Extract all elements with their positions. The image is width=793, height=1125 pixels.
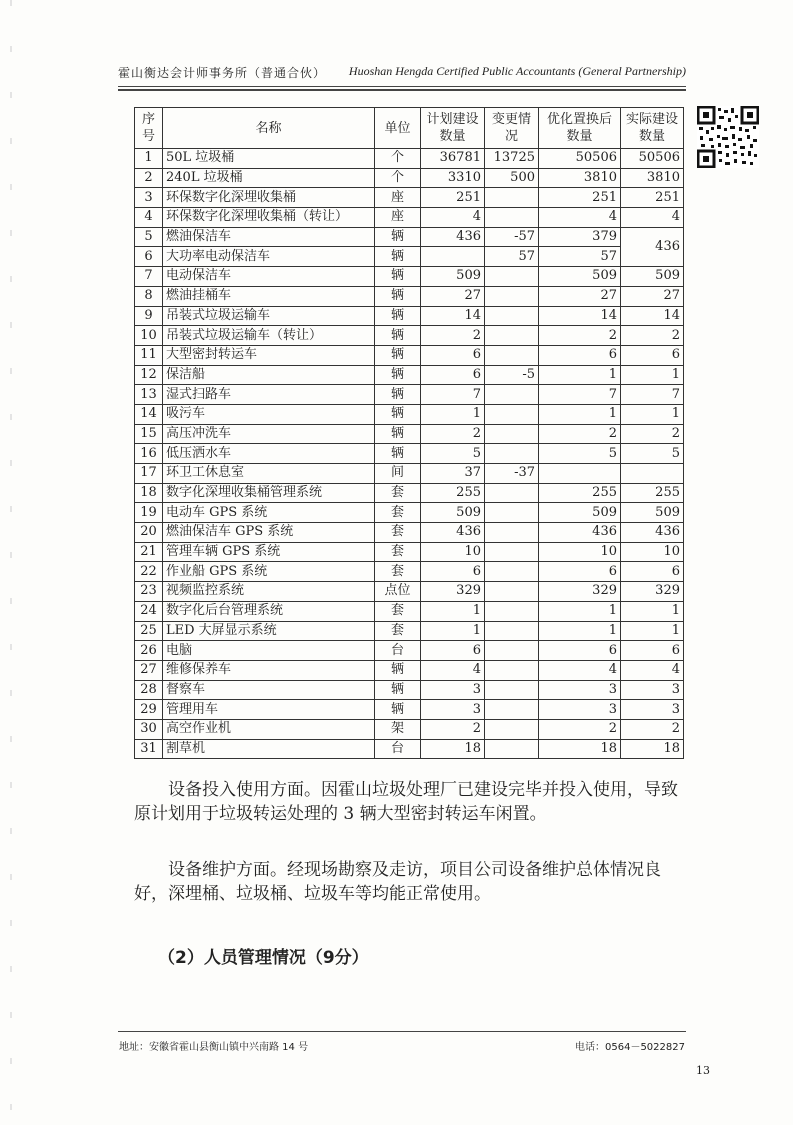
table-row (135, 621, 684, 641)
row-name: 燃油保洁车 GPS 系统 (163, 523, 375, 543)
row-optimized: 1 (539, 404, 621, 424)
row-unit: 辆 (375, 365, 421, 385)
row-unit: 辆 (375, 700, 421, 720)
row-index: 11 (135, 345, 163, 365)
row-optimized: 1 (539, 365, 621, 385)
row-unit: 辆 (375, 345, 421, 365)
row-change (485, 326, 539, 346)
row-name: 维修保养车 (163, 660, 375, 680)
row-index: 8 (135, 286, 163, 306)
row-unit: 套 (375, 523, 421, 543)
row-unit: 辆 (375, 424, 421, 444)
row-change: -37 (485, 464, 539, 484)
header-rule-thick (118, 89, 686, 91)
row-unit: 套 (375, 542, 421, 562)
row-index: 10 (135, 326, 163, 346)
row-optimized: 2 (539, 326, 621, 346)
row-unit: 间 (375, 464, 421, 484)
row-index: 27 (135, 660, 163, 680)
row-change (485, 306, 539, 326)
row-name: 电动保洁车 (163, 267, 375, 287)
footer-address: 地址：安徽省霍山县衡山镇中兴南路 14 号 (119, 1042, 309, 1053)
row-actual: 6 (621, 562, 684, 582)
row-name: 管理用车 (163, 700, 375, 720)
row-unit: 台 (375, 739, 421, 759)
row-change: -57 (485, 227, 539, 247)
row-planned: 436 (421, 523, 485, 543)
row-actual: 4 (621, 660, 684, 680)
row-name: 50L 垃圾桶 (163, 149, 375, 169)
row-actual: 27 (621, 286, 684, 306)
row-actual: 3 (621, 680, 684, 700)
row-change (485, 601, 539, 621)
row-unit: 辆 (375, 680, 421, 700)
row-actual: 4 (621, 208, 684, 228)
row-planned: 37 (421, 464, 485, 484)
row-actual: 1 (621, 601, 684, 621)
row-optimized: 255 (539, 483, 621, 503)
row-optimized: 1 (539, 601, 621, 621)
row-change (485, 621, 539, 641)
table-row (135, 523, 684, 543)
row-name: 240L 垃圾桶 (163, 168, 375, 188)
row-actual: 18 (621, 739, 684, 759)
header-optimized: 优化置换后数量 (539, 108, 621, 149)
row-change (485, 680, 539, 700)
row-name: 湿式扫路车 (163, 385, 375, 405)
row-actual: 2 (621, 424, 684, 444)
row-optimized: 379 (539, 227, 621, 247)
row-planned: 4 (421, 660, 485, 680)
table-row (135, 582, 684, 602)
row-name: 数字化深埋收集桶管理系统 (163, 483, 375, 503)
row-name: 管理车辆 GPS 系统 (163, 542, 375, 562)
row-index: 2 (135, 168, 163, 188)
row-planned: 27 (421, 286, 485, 306)
header-change: 变更情况 (485, 108, 539, 149)
row-index: 28 (135, 680, 163, 700)
table-header-row (135, 108, 684, 149)
table-row (135, 227, 684, 247)
row-planned: 7 (421, 385, 485, 405)
row-name: 电脑 (163, 641, 375, 661)
row-actual: 1 (621, 404, 684, 424)
row-optimized: 27 (539, 286, 621, 306)
row-planned: 436 (421, 227, 485, 247)
firm-name-cn: 霍山衡达会计师事务所（普通合伙） (118, 66, 327, 80)
row-actual: 509 (621, 503, 684, 523)
row-planned: 509 (421, 267, 485, 287)
row-planned: 2 (421, 719, 485, 739)
row-actual: 7 (621, 385, 684, 405)
row-name: 吊装式垃圾运输车（转让） (163, 326, 375, 346)
row-name: 低压洒水车 (163, 444, 375, 464)
row-optimized: 7 (539, 385, 621, 405)
row-unit: 辆 (375, 660, 421, 680)
row-change (485, 267, 539, 287)
section-heading: （2）人员管理情况（9分） (158, 948, 369, 968)
row-unit: 点位 (375, 582, 421, 602)
table-row (135, 286, 684, 306)
row-change: 13725 (485, 149, 539, 169)
row-name: 保洁船 (163, 365, 375, 385)
row-unit: 辆 (375, 267, 421, 287)
row-optimized: 329 (539, 582, 621, 602)
row-optimized: 14 (539, 306, 621, 326)
row-name: 吸污车 (163, 404, 375, 424)
row-unit: 架 (375, 719, 421, 739)
row-name: 作业船 GPS 系统 (163, 562, 375, 582)
table-row (135, 424, 684, 444)
row-index: 15 (135, 424, 163, 444)
equipment-table (134, 107, 684, 759)
row-actual: 6 (621, 641, 684, 661)
row-index: 16 (135, 444, 163, 464)
row-actual: 2 (621, 719, 684, 739)
row-planned: 6 (421, 345, 485, 365)
row-optimized: 2 (539, 424, 621, 444)
row-unit: 套 (375, 483, 421, 503)
row-name: LED 大屏显示系统 (163, 621, 375, 641)
row-planned: 6 (421, 562, 485, 582)
row-index: 31 (135, 739, 163, 759)
row-optimized: 436 (539, 523, 621, 543)
row-actual: 251 (621, 188, 684, 208)
row-index: 9 (135, 306, 163, 326)
row-index: 14 (135, 404, 163, 424)
row-planned: 4 (421, 208, 485, 228)
row-actual: 1 (621, 365, 684, 385)
row-planned: 255 (421, 483, 485, 503)
row-optimized: 509 (539, 267, 621, 287)
row-unit: 辆 (375, 306, 421, 326)
row-unit: 座 (375, 208, 421, 228)
table-row (135, 464, 684, 484)
table-row (135, 149, 684, 169)
row-actual: 1 (621, 621, 684, 641)
row-unit: 套 (375, 562, 421, 582)
row-planned: 251 (421, 188, 485, 208)
header-index: 序号 (135, 108, 163, 149)
row-unit: 辆 (375, 385, 421, 405)
row-actual: 436 (621, 523, 684, 543)
table-row (135, 660, 684, 680)
row-name: 数字化后台管理系统 (163, 601, 375, 621)
row-optimized: 6 (539, 641, 621, 661)
row-unit: 辆 (375, 444, 421, 464)
row-index: 20 (135, 523, 163, 543)
row-planned: 14 (421, 306, 485, 326)
table-row (135, 444, 684, 464)
row-optimized: 6 (539, 562, 621, 582)
row-optimized: 2 (539, 719, 621, 739)
row-index: 23 (135, 582, 163, 602)
row-change (485, 739, 539, 759)
row-actual: 5 (621, 444, 684, 464)
row-change (485, 444, 539, 464)
row-unit: 辆 (375, 227, 421, 247)
table-row (135, 601, 684, 621)
row-change: 57 (485, 247, 539, 267)
row-planned: 3 (421, 680, 485, 700)
row-planned: 509 (421, 503, 485, 523)
row-unit: 套 (375, 601, 421, 621)
row-change (485, 641, 539, 661)
table-row (135, 306, 684, 326)
paragraph-usage: 设备投入使用方面。因霍山垃圾处理厂已建设完毕并投入使用，导致原计划用于垃圾转运处理的 3 辆大型密封转运车闲置。 (134, 780, 678, 824)
row-change: 500 (485, 168, 539, 188)
row-index: 30 (135, 719, 163, 739)
row-name: 高空作业机 (163, 719, 375, 739)
row-optimized: 18 (539, 739, 621, 759)
table-row (135, 208, 684, 228)
row-change (485, 385, 539, 405)
row-planned: 5 (421, 444, 485, 464)
page-number: 13 (696, 1064, 710, 1077)
row-name: 环卫工休息室 (163, 464, 375, 484)
row-unit: 套 (375, 621, 421, 641)
row-change (485, 523, 539, 543)
qr-code (697, 106, 759, 168)
row-name: 环保数字化深埋收集桶（转让） (163, 208, 375, 228)
row-index: 1 (135, 149, 163, 169)
row-unit: 个 (375, 149, 421, 169)
header-unit: 单位 (375, 108, 421, 149)
row-name: 电动车 GPS 系统 (163, 503, 375, 523)
row-change (485, 188, 539, 208)
row-index: 29 (135, 700, 163, 720)
row-unit: 辆 (375, 404, 421, 424)
paragraph-maintenance: 设备维护方面。经现场勘察及走访，项目公司设备维护总体情况良好，深埋桶、垃圾桶、垃圾车等均能正常使用。 (134, 860, 661, 904)
row-index: 4 (135, 208, 163, 228)
row-change (485, 562, 539, 582)
row-actual: 2 (621, 326, 684, 346)
row-planned: 2 (421, 424, 485, 444)
row-index: 3 (135, 188, 163, 208)
table-row (135, 267, 684, 287)
table-row (135, 247, 684, 267)
row-change (485, 660, 539, 680)
row-planned: 10 (421, 542, 485, 562)
row-unit: 辆 (375, 247, 421, 267)
footer-rule (118, 1031, 686, 1032)
table-row (135, 739, 684, 759)
row-actual: 50506 (621, 149, 684, 169)
row-unit: 个 (375, 168, 421, 188)
row-index: 6 (135, 247, 163, 267)
row-name: 环保数字化深埋收集桶 (163, 188, 375, 208)
row-planned: 3 (421, 700, 485, 720)
row-name: 吊装式垃圾运输车 (163, 306, 375, 326)
row-index: 17 (135, 464, 163, 484)
row-optimized: 509 (539, 503, 621, 523)
header-actual: 实际建设数量 (621, 108, 684, 149)
row-optimized: 4 (539, 208, 621, 228)
row-change (485, 582, 539, 602)
row-index: 19 (135, 503, 163, 523)
row-change (485, 503, 539, 523)
row-optimized: 251 (539, 188, 621, 208)
table-row (135, 719, 684, 739)
row-optimized: 10 (539, 542, 621, 562)
row-index: 22 (135, 562, 163, 582)
row-actual: 14 (621, 306, 684, 326)
binding-marks (8, 0, 14, 1121)
row-name: 视频监控系统 (163, 582, 375, 602)
header-rule (118, 86, 686, 87)
row-planned: 1 (421, 621, 485, 641)
row-index: 7 (135, 267, 163, 287)
row-actual: 509 (621, 267, 684, 287)
table-row (135, 680, 684, 700)
row-optimized (539, 464, 621, 484)
row-optimized: 3810 (539, 168, 621, 188)
row-change: -5 (485, 365, 539, 385)
row-planned: 2 (421, 326, 485, 346)
row-unit: 套 (375, 503, 421, 523)
row-name: 割草机 (163, 739, 375, 759)
table-row (135, 188, 684, 208)
row-index: 25 (135, 621, 163, 641)
row-name: 督察车 (163, 680, 375, 700)
row-unit: 辆 (375, 326, 421, 346)
row-change (485, 719, 539, 739)
row-planned: 1 (421, 404, 485, 424)
row-change (485, 286, 539, 306)
row-index: 13 (135, 385, 163, 405)
row-change (485, 424, 539, 444)
row-change (485, 700, 539, 720)
row-actual: 329 (621, 582, 684, 602)
row-planned: 329 (421, 582, 485, 602)
row-index: 26 (135, 641, 163, 661)
row-name: 高压冲洗车 (163, 424, 375, 444)
row-index: 21 (135, 542, 163, 562)
row-optimized: 3 (539, 680, 621, 700)
row-name: 大功率电动保洁车 (163, 247, 375, 267)
row-actual: 3 (621, 700, 684, 720)
table-row (135, 168, 684, 188)
row-change (485, 542, 539, 562)
row-change (485, 208, 539, 228)
row-name: 大型密封转运车 (163, 345, 375, 365)
footer-phone: 电话：0564－5022827 (575, 1042, 685, 1053)
row-optimized: 1 (539, 621, 621, 641)
row-index: 24 (135, 601, 163, 621)
row-optimized: 50506 (539, 149, 621, 169)
row-change (485, 345, 539, 365)
table-row (135, 385, 684, 405)
firm-name-en: Huoshan Hengda Certified Public Accountants (General Partnership) (348, 64, 686, 78)
row-planned: 6 (421, 365, 485, 385)
row-name: 燃油挂桶车 (163, 286, 375, 306)
table-row (135, 562, 684, 582)
row-planned: 3310 (421, 168, 485, 188)
row-index: 5 (135, 227, 163, 247)
row-index: 18 (135, 483, 163, 503)
row-unit: 座 (375, 188, 421, 208)
header-name: 名称 (163, 108, 375, 149)
letterhead (118, 64, 686, 81)
table-row (135, 345, 684, 365)
row-change (485, 404, 539, 424)
table-row (135, 326, 684, 346)
table-row (135, 503, 684, 523)
row-planned: 6 (421, 641, 485, 661)
row-optimized: 4 (539, 660, 621, 680)
table-row (135, 542, 684, 562)
table-row (135, 700, 684, 720)
row-optimized: 5 (539, 444, 621, 464)
table-row (135, 365, 684, 385)
row-optimized: 3 (539, 700, 621, 720)
row-optimized: 6 (539, 345, 621, 365)
row-planned: 1 (421, 601, 485, 621)
row-planned: 18 (421, 739, 485, 759)
row-planned (421, 247, 485, 267)
header-planned: 计划建设数量 (421, 108, 485, 149)
row-actual: 255 (621, 483, 684, 503)
row-actual: 3810 (621, 168, 684, 188)
table-row (135, 641, 684, 661)
row-optimized: 57 (539, 247, 621, 267)
row-actual: 436 (621, 227, 684, 266)
row-unit: 台 (375, 641, 421, 661)
row-change (485, 483, 539, 503)
table-row (135, 483, 684, 503)
row-planned: 36781 (421, 149, 485, 169)
row-actual: 10 (621, 542, 684, 562)
row-actual (621, 464, 684, 484)
table-row (135, 404, 684, 424)
row-name: 燃油保洁车 (163, 227, 375, 247)
row-unit: 辆 (375, 286, 421, 306)
row-index: 12 (135, 365, 163, 385)
row-actual: 6 (621, 345, 684, 365)
